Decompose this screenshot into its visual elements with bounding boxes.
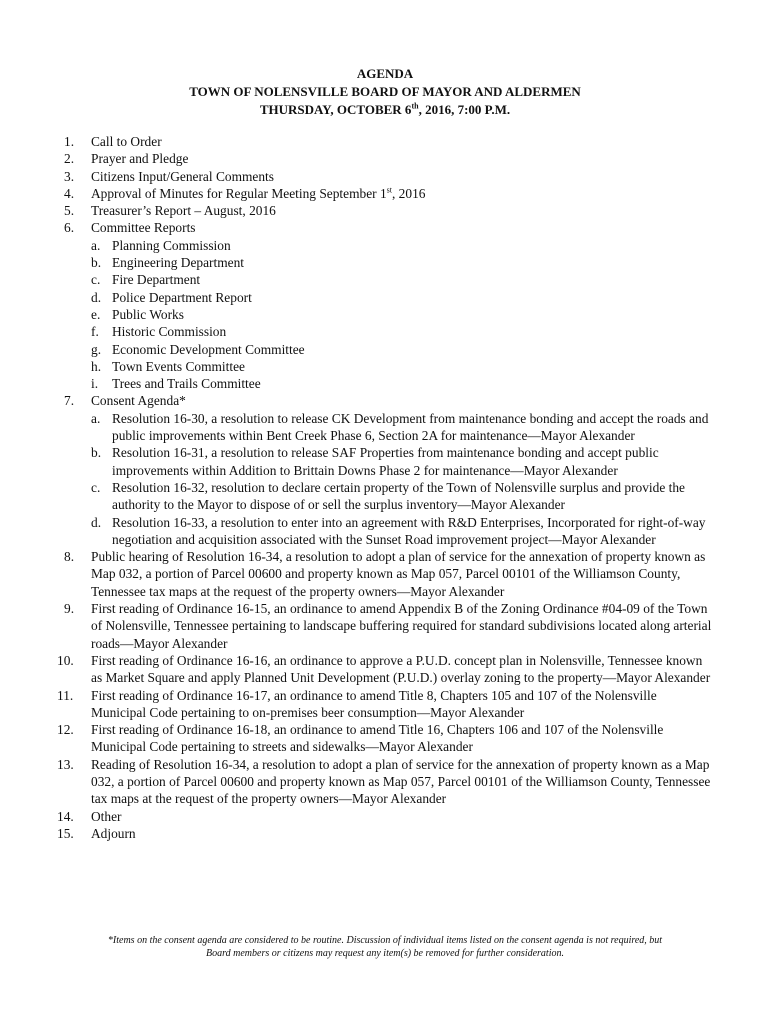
sub-item-letter: c. (91, 272, 101, 288)
sub-item-letter: i. (91, 376, 99, 392)
sub-item-letter: a. (91, 237, 101, 253)
item-number: 11. (57, 687, 74, 703)
sub-item-7a (91, 410, 714, 445)
item-number: 8. (64, 549, 75, 565)
agenda-item-9 (64, 600, 714, 652)
agenda-item-10 (57, 652, 714, 687)
item-number: 10. (57, 652, 74, 668)
item-text: Prayer and Pledge (91, 151, 189, 167)
sub-item-6f (91, 323, 714, 340)
sub-item-text: Trees and Trails Committee (112, 376, 261, 392)
agenda-item-7 (64, 392, 714, 548)
sub-item-6i (91, 375, 714, 392)
agenda-list (57, 133, 714, 842)
item-text: Committee Reports (91, 220, 196, 236)
item-text: Consent Agenda* (91, 393, 186, 409)
agenda-item-8 (64, 548, 714, 600)
sub-item-letter: e. (91, 306, 101, 322)
item-number: 9. (64, 601, 75, 617)
item-text: Other (91, 808, 122, 824)
sub-item-text: Planning Commission (112, 237, 231, 253)
sub-item-7b (91, 444, 714, 479)
agenda-item-3 (64, 168, 714, 185)
item-number: 4. (64, 185, 75, 201)
item-text: First reading of Ordinance 16-16, an ordinance to approve a P.U.D. concept plan in Nolensville, Tennessee known as Market Square and apply Planned Unit Development (P.U.D.) overlay zoning to the property—Mayor Alexander (91, 652, 711, 686)
sub-item-6g (91, 341, 714, 358)
sub-item-text: Resolution 16-32, resolution to declare certain property of the Town of Nolensville surplus and provide the authority to the Mayor to dispose of or sell the surplus inventory—Mayor Alexander (112, 479, 685, 513)
sub-item-6h (91, 358, 714, 375)
item-text: First reading of Ordinance 16-15, an ordinance to amend Appendix B of the Zoning Ordinance #04-09 of the Town of Nolensville, Tennessee pertaining to landscape buffering required for standard subdivisions located along arterial roads—Mayor Alexander (91, 601, 712, 651)
sub-item-text: Fire Department (112, 272, 201, 288)
sub-item-text: Engineering Department (112, 255, 244, 271)
sub-item-text: Resolution 16-30, a resolution to release CK Development from maintenance bonding and accept the roads and public improvements within Bent Creek Phase 6, Section 2A for maintenance—Mayor Alexander (112, 410, 709, 444)
board-name: TOWN OF NOLENSVILLE BOARD OF MAYOR AND ALDERMEN (189, 84, 581, 99)
consent-agenda-footnote (40, 934, 730, 960)
item-number: 6. (64, 220, 75, 236)
agenda-title: AGENDA (356, 66, 414, 81)
footnote-line-1: *Items on the consent agenda are considered to be routine. Discussion of individual items listed on the consent agenda is not required, but (107, 935, 663, 946)
agenda-item-2 (64, 150, 714, 167)
item-text: Approval of Minutes for Regular Meeting September 1st, 2016 (91, 185, 426, 201)
item-text: Reading of Resolution 16-34, a resolution to adopt a plan of service for the annexation of property known as a Map 032, a portion of Parcel 00600 and property known as Map 057, Parcel 00101 of the Williamson County, Tennessee tax maps at the request of the property owners—Mayor Alexander (91, 756, 711, 807)
sub-item-7d (91, 514, 714, 549)
sub-item-text: Economic Development Committee (112, 341, 305, 357)
item-number: 2. (64, 151, 75, 167)
agenda-item-11 (57, 687, 714, 722)
item-text: Call to Order (91, 134, 162, 149)
item-text: First reading of Ordinance 16-18, an ordinance to amend Title 16, Chapters 106 and 107 of the Nolensville Municipal Code pertaining to streets and sidewalks—Mayor Alexander (91, 722, 664, 755)
agenda-item-6 (64, 219, 714, 392)
sub-item-text: Public Works (112, 306, 184, 322)
sub-item-letter: d. (91, 514, 102, 530)
item-number: 14. (57, 808, 74, 824)
sub-item-text: Resolution 16-33, a resolution to enter into an agreement with R&D Enterprises, Incorporated for right-of-way negotiation and acquisition associated with the Sunset Road improvement project—Mayor Alexander (112, 514, 706, 547)
agenda-item-12 (57, 721, 714, 756)
item-text: First reading of Ordinance 16-17, an ordinance to amend Title 8, Chapters 105 and 107 of the Nolensville Municipal Code pertaining to on-premises beer consumption—Mayor Alexander (91, 687, 657, 720)
sub-item-letter: g. (91, 341, 102, 357)
footnote-line-2: Board members or citizens may request any item(s) be removed for further consideration. (206, 948, 564, 959)
sub-item-7c (91, 479, 714, 514)
item-text: Citizens Input/General Comments (91, 168, 274, 184)
agenda-header (0, 65, 770, 119)
item-text: Treasurer’s Report – August, 2016 (91, 203, 276, 219)
item-number: 5. (64, 203, 75, 219)
sub-item-letter: b. (91, 255, 102, 271)
item-number: 7. (64, 393, 75, 409)
agenda-item-15 (57, 825, 714, 842)
sub-item-text: Police Department Report (112, 289, 252, 305)
sub-item-6e (91, 306, 714, 323)
item-number: 3. (64, 168, 75, 184)
sub-item-text: Town Events Committee (112, 358, 245, 374)
sub-item-letter: h. (91, 358, 102, 374)
sub-item-letter: b. (91, 445, 102, 461)
sub-item-6b (91, 254, 714, 271)
item-number: 13. (57, 756, 74, 772)
meeting-date: THURSDAY, OCTOBER 6th, 2016, 7:00 P.M. (259, 101, 511, 117)
sub-item-6d (91, 289, 714, 306)
sub-item-text: Resolution 16-31, a resolution to release SAF Properties from maintenance bonding and accept public improvements within Addition to Brittain Downs Phase 2 for maintenance—Mayor Alexander (112, 445, 659, 478)
agenda-item-14 (57, 808, 714, 825)
sub-item-6c (91, 271, 714, 288)
sub-item-letter: f. (91, 324, 99, 340)
sub-item-letter: c. (91, 479, 101, 495)
agenda-item-4 (64, 185, 714, 202)
agenda-item-1 (64, 133, 714, 150)
sub-item-text: Historic Commission (112, 324, 227, 340)
item-number: 15. (57, 825, 74, 841)
item-number: 12. (57, 722, 74, 738)
item-text: Adjourn (91, 825, 136, 841)
agenda-item-13 (57, 756, 714, 808)
agenda-item-5 (64, 202, 714, 219)
sub-item-letter: d. (91, 289, 102, 305)
item-text: Public hearing of Resolution 16-34, a resolution to adopt a plan of service for the annexation of property known as Map 032, a portion of Parcel 00600 and property known as Map 057, Parcel 00101 of the Williamson County, Tennessee tax maps at the request of the property owners—Mayor Alexander (91, 549, 706, 599)
item-number: 1. (64, 134, 75, 149)
sub-item-letter: a. (91, 410, 101, 426)
sub-item-6a (91, 237, 714, 254)
